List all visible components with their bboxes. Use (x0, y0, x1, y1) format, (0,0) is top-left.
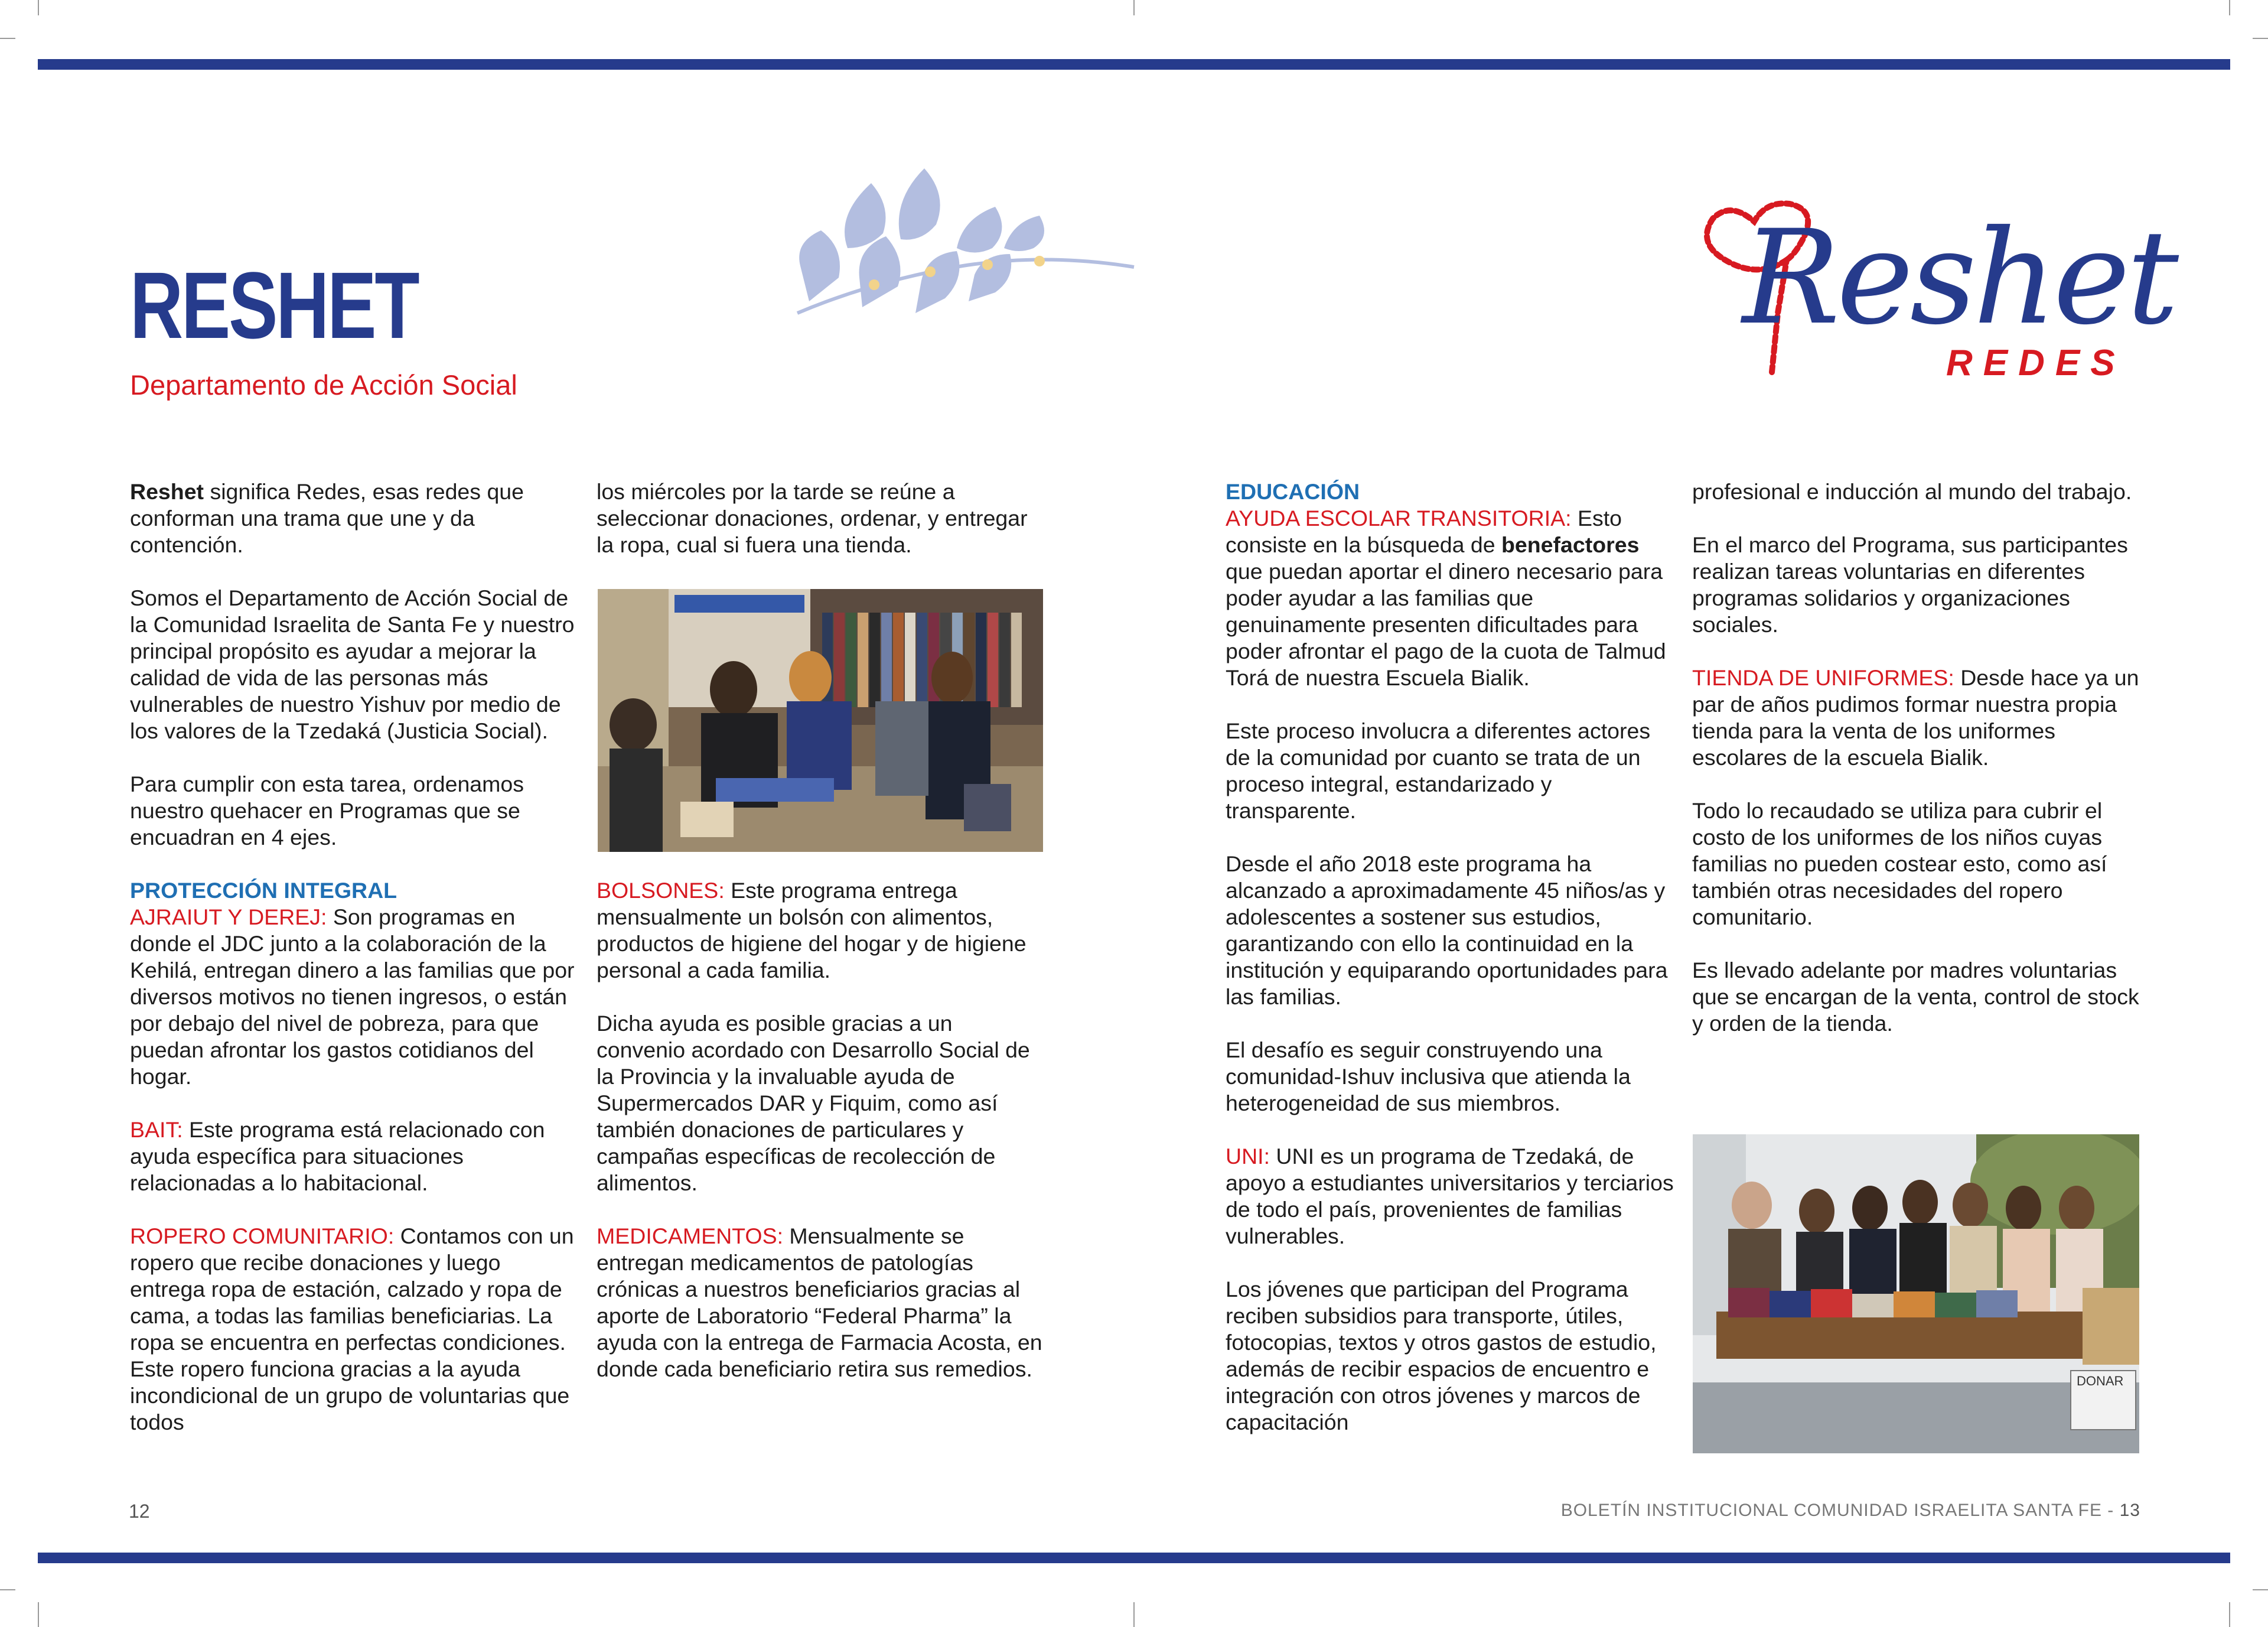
paragraph: En el marco del Programa, sus participantes realizan tareas voluntarias en diferentes programas solidarios y organizaciones sociales. (1692, 532, 2128, 637)
paragraph: Todo lo recaudado se utiliza para cubrir el costo de los uniformes de los niños cuyas familias no pueden costear esto, como así también otras necesidades del ropero comunitario. (1692, 798, 2107, 929)
footer-text: BOLETÍN INSTITUCIONAL COMUNIDAD ISRAELITA SANTA FE - (1560, 1501, 2120, 1520)
column-2 (597, 479, 1045, 585)
footer-right (1561, 1501, 2140, 1521)
paragraph: AJRAIUT Y DEREJ: Son programas en donde el JDC junto a la colaboración de la Kehilá, entregan dinero a las familias que por diversos motivos no tienen ingresos, o están por debajo del nivel de pobreza, para que puedan afrontar los gastos cotidianos del hogar. (130, 904, 575, 1089)
paragraph: ROPERO COMUNITARIO: Contamos con un ropero que recibe donaciones y luego entrega ropa de estación, calzado y ropa de cama, a todas las familias beneficiarias. La ropa se encuentra en perfectas condiciones. Este ropero funciona gracias a la ayuda incondicional de un grupo de voluntarias que todos (130, 1223, 574, 1434)
paragraph: Dicha ayuda es posible gracias a un convenio acordado con Desarrollo Social de la Provincia y la invaluable ayuda de Supermercados DAR y Fiquim, como así también donaciones de particulares y campañas específicas de recolección de alimentos. (597, 1011, 1030, 1195)
column-4 (1692, 479, 2141, 1037)
paragraph: los miércoles por la tarde se reúne a seleccionar donaciones, ordenar, y entregar la ropa, cual si fuera una tienda. (597, 479, 1028, 557)
crop-mark (2253, 1589, 2268, 1590)
paragraph: Este proceso involucra a diferentes actores de la comunidad por cuanto se trata de un proceso integral, estandarizado y transparente. (1226, 718, 1651, 823)
crop-mark (2229, 0, 2230, 15)
logo-script-text: Reshet (1742, 202, 2176, 353)
paragraph: Es llevado adelante por madres voluntarias que se encargan de la venta, control de stock y orden de la tienda. (1692, 958, 2139, 1036)
crop-mark (38, 1602, 39, 1627)
logo-sub-text: REDES (1946, 343, 2126, 383)
section-heading: PROTECCIÓN INTEGRAL (130, 878, 397, 903)
paragraph: Para cumplir con esta tarea, ordenamos nuestro quehacer en Programas que se encuadran en 4 ejes. (130, 772, 524, 850)
page-number-right: 13 (2119, 1501, 2140, 1520)
photo-volunteers-group (1693, 1134, 2139, 1453)
crop-mark (2229, 1602, 2230, 1627)
page-subtitle: Departamento de Acción Social (130, 369, 517, 401)
crop-mark (1133, 1602, 1135, 1627)
column-2-lower (597, 877, 1045, 1382)
paragraph: El desafío es seguir construyendo una comunidad-Ishuv inclusiva que atienda la heterogeneidad de sus miembros. (1226, 1037, 1631, 1115)
crop-mark (0, 38, 15, 39)
paragraph: TIENDA DE UNIFORMES: Desde hace ya un par de años pudimos formar nuestra propia tienda para la venta de los uniformes escolares de la escuela Bialik. (1692, 665, 2139, 770)
paragraph: BOLSONES: Este programa entrega mensualmente un bolsón con alimentos, productos de higiene del hogar y de higiene personal a cada familia. (597, 878, 1027, 982)
photo-sign-text: DONAR (2077, 1374, 2124, 1388)
paragraph: AYUDA ESCOLAR TRANSITORIA: Esto consiste en la búsqueda de benefactores que puedan aportar el dinero necesario para poder ayudar a las familias que genuinamente presenten dificultades para poder afrontar el pago de la cuota de Talmud Torá de nuestra Escuela Bialik. (1226, 506, 1666, 690)
paragraph: Somos el Departamento de Acción Social de la Comunidad Israelita de Santa Fe y nuestro principal propósito es ayudar a mejorar la calidad de vida de las personas más vulnerables de nuestro Yishuv por medio de los valores de la Tzedaká (Justicia Social). (130, 585, 575, 743)
crop-mark (2253, 38, 2268, 39)
paragraph: BAIT: Este programa está relacionado con ayuda específica para situaciones relacionadas a lo habitacional. (130, 1117, 545, 1195)
paragraph: Reshet significa Redes, esas redes que conforman una trama que une y da contención. (130, 479, 524, 557)
crop-mark (1133, 0, 1135, 15)
column-1 (130, 479, 579, 1436)
paragraph: Desde el año 2018 este programa ha alcanzado a aproximadamente 45 niños/as y adolescentes a sostener sus estudios, garantizando con ello la continuidad en la institución y equiparando oportunidades para las familias. (1226, 851, 1668, 1009)
column-3 (1226, 479, 1674, 1436)
paragraph: UNI: UNI es un programa de Tzedaká, de apoyo a estudiantes universitarios y terciarios de todo el país, provenientes de familias vulnerables. (1226, 1144, 1674, 1248)
leaf-branch-icon (786, 160, 1140, 325)
page-title: RESHET (130, 252, 418, 358)
reshet-logo (1689, 195, 2176, 390)
page-number-left: 12 (129, 1501, 150, 1522)
top-band (38, 59, 2230, 70)
photo-clothing-room (598, 589, 1043, 852)
crop-mark (0, 1589, 15, 1590)
paragraph: profesional e inducción al mundo del trabajo. (1692, 479, 2132, 504)
crop-mark (38, 0, 39, 15)
section-heading: EDUCACIÓN (1226, 479, 1360, 504)
paragraph: Los jóvenes que participan del Programa reciben subsidios para transporte, útiles, fotocopias, textos y otros gastos de estudio, además de recibir espacios de encuentro e integración con otros jóvenes y marcos de capacitación (1226, 1277, 1657, 1434)
bottom-band (38, 1553, 2230, 1563)
paragraph: MEDICAMENTOS: Mensualmente se entregan medicamentos de patologías crónicas a nuestros beneficiarios gracias al aporte de Laboratorio “Federal Pharma” la ayuda con la entrega de Farmacia Acosta, en donde cada beneficiario retira sus remedios. (597, 1223, 1042, 1381)
